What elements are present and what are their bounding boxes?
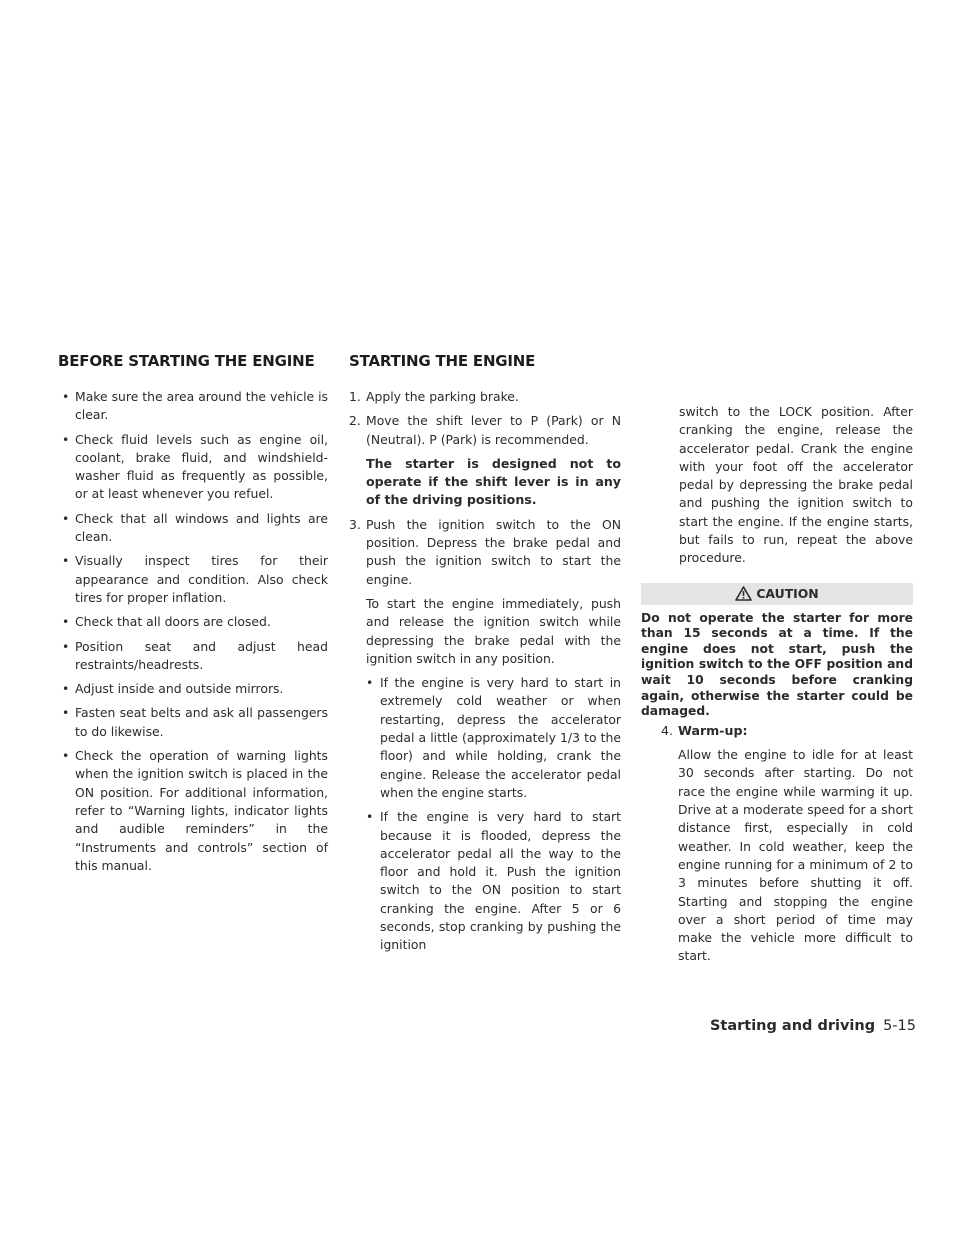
list-item: • Fasten seat belts and ask all passengers to do likewise. bbox=[62, 705, 328, 739]
footer-section-title: Starting and driving bbox=[709, 1018, 876, 1034]
list-item: • Make sure the area around the vehicle is clear. bbox=[62, 389, 328, 423]
list-item: • Visually inspect tires for their appearance and condition. Also check tires for proper inflation. bbox=[62, 553, 328, 605]
list-item: • Position seat and adjust head restraints/headrests. bbox=[62, 638, 328, 672]
step-3-paragraph: To start the engine immediately, push and release the ignition switch while depressing the brake pedal with the ignition switch in any position. bbox=[366, 595, 621, 666]
list-item: • Check the operation of warning lights when the ignition switch is placed in the ON position. For additional information, refer to “Warning lights, indicator lights and audible reminders” in the “Instruments and controls” section of this manual. bbox=[62, 748, 328, 873]
step-4: 4. Warm-up: bbox=[661, 722, 748, 738]
caution-text: Do not operate the starter for more than 15 seconds at a time. If the engine does not start, push the ignition switch to the OFF position and wait 10 seconds before cranking again, otherwise the starter could be damaged. bbox=[641, 610, 913, 719]
caution-header bbox=[641, 583, 913, 605]
step-2: 2. Move the shift lever to P (Park) or N (Neutral). P (Park) is recommended. bbox=[349, 413, 621, 447]
list-item: • Check that all windows and lights are clean. bbox=[62, 510, 328, 545]
list-item: • Adjust inside and outside mirrors. bbox=[62, 681, 284, 697]
checklist bbox=[58, 388, 328, 875]
starting-engine-column bbox=[349, 352, 621, 961]
warning-icon bbox=[735, 586, 752, 601]
section-heading-before-starting: BEFORE STARTING THE ENGINE bbox=[58, 352, 315, 370]
page-footer bbox=[710, 1018, 916, 1034]
step-3: 3. Push the ignition switch to the ON position. Depress the brake pedal and push the ignition switch to start the engine. bbox=[349, 516, 621, 587]
step-1: 1. Apply the parking brake. bbox=[349, 389, 519, 404]
section-heading-starting-engine: STARTING THE ENGINE bbox=[349, 352, 536, 370]
list-item: • If the engine is very hard to start because it is flooded, depress the accelerator pedal all the way to the floor and hold it. Push the ignition switch to the ON position to start cranking the engine. After 5 or 6 seconds, stop cranking by pushing the ignition bbox=[366, 809, 621, 953]
list-item: • Check fluid levels such as engine oil, coolant, brake fluid, and windshield-washer fluid as frequently as possible, or at least whenever you refuel. bbox=[62, 431, 328, 502]
step-2-note: The starter is designed not to operate if the shift lever is in any of the driving positions. bbox=[366, 455, 621, 508]
before-starting-column bbox=[58, 352, 328, 881]
list-item: • Check that all doors are closed. bbox=[62, 614, 271, 630]
caution-label: CAUTION bbox=[756, 586, 819, 602]
step-4-text: Allow the engine to idle for at least 30 seconds after starting. Do not race the engine while warming it up. Drive at a moderate speed for a short distance first, especially in cold weather. In cold weather, keep the engine running for a minimum of 2 to 3 minutes before shutting it off. Starting and stopping the engine over a short period of time may make the vehicle more difficult to start. bbox=[678, 747, 913, 964]
continuation-column bbox=[641, 352, 913, 972]
continued-paragraph: switch to the LOCK position. After cranking the engine, release the accelerator pedal. Crank the engine with your foot off the accelerator pedal by depressing the brake pedal and pushing the ignition switch to start the engine. If the engine starts, but fails to run, repeat the above procedure. bbox=[679, 404, 913, 566]
step-3-sub-list bbox=[349, 674, 621, 954]
list-item: • If the engine is very hard to start in extremely cold weather or when restarting, depress the accelerator pedal a little (approximately 1/3 to the floor) and while holding, crank the engine. Release the accelerator pedal when the engine starts. bbox=[366, 675, 621, 800]
page-number: 5-15 bbox=[883, 1018, 916, 1034]
